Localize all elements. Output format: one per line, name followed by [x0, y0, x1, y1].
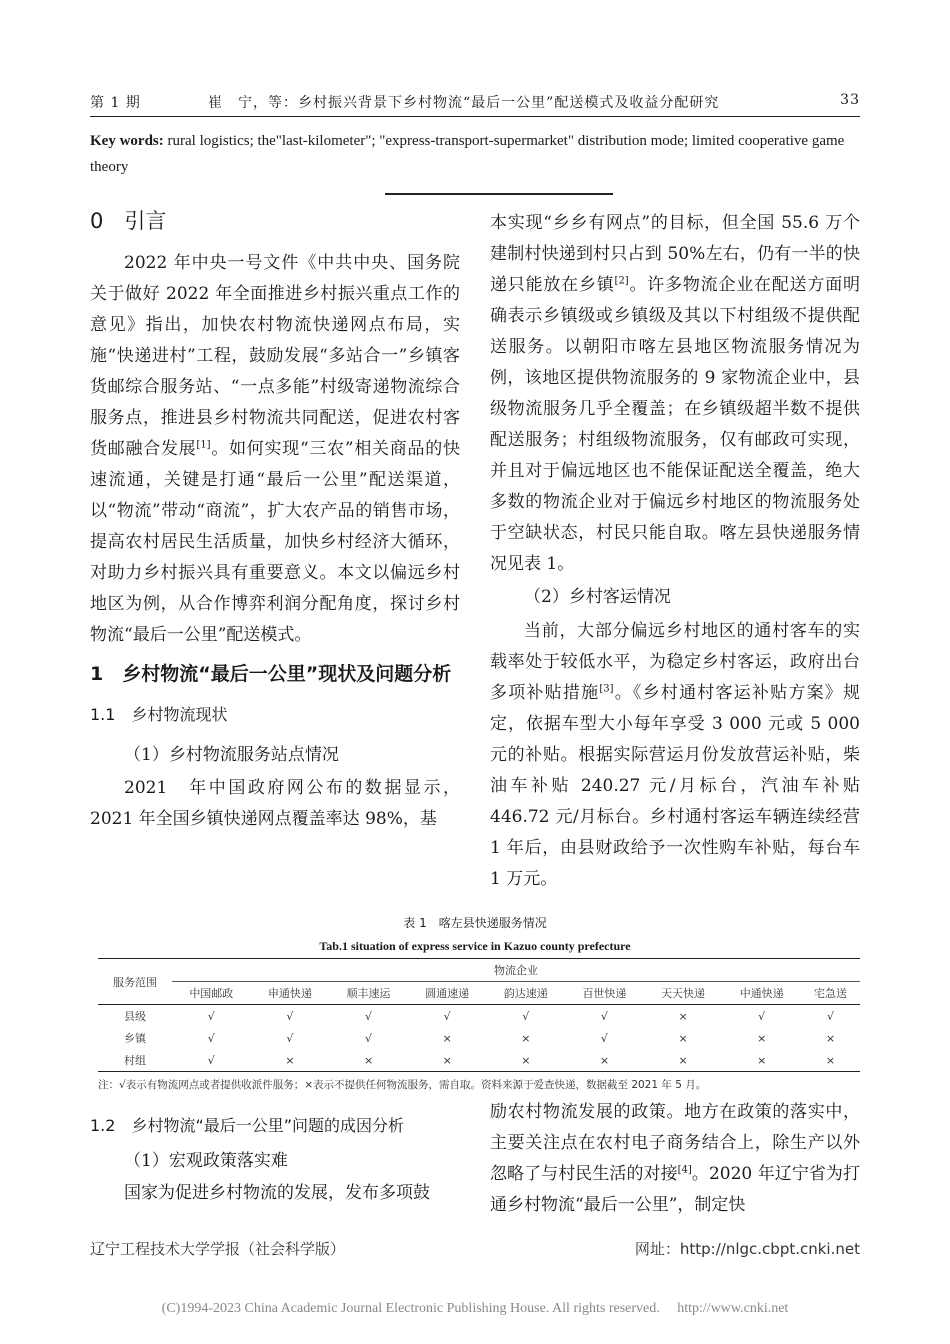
lower-right-text-cont: 。2020 年辽宁省为打通乡村物流“最后一公里”，制定快	[490, 1164, 860, 1215]
table-cell: ×	[442, 1031, 452, 1045]
table-cell: √	[172, 1049, 251, 1072]
ref-4: [4]	[677, 1164, 692, 1176]
company-header: 百世快递	[565, 982, 644, 1005]
running-title: 崔 宁，等：乡村振兴背景下乡村物流“最后一公里”配送模式及收益分配研究	[208, 95, 720, 111]
intro-text: 2022 年中央一号文件《中共中央、国务院关于做好 2022 年全面推进乡村振兴重点工作的意见》指出，加快农村物流快递网点布局，实施“快递进村”工程，鼓励发展“多站合一”乡镇客货邮综合服务站、“一点多能”村级寄递物流综合服务点，推进县乡村物流共同配送，促进农村客货邮融合发展	[90, 253, 460, 459]
left-column	[90, 206, 460, 835]
right-text-cont: 。许多物流企业在配送方面明确表示乡镇级或乡镇级及其以下村组级不提供配送服务。以朝阳市喀左县地区物流服务情况为例，该地区提供物流服务的 9 家物流企业中，县级物流服务几乎全覆盖；在乡镇级超半数不提供配送服务；村组级物流服务，仅有邮政可实现，并且对于偏远地区也不能保证配送全覆盖，绝大多数的物流企业对于偏远乡村地区的物流服务处于空缺状态，村民只能自取。喀左县快递服务情况见表 1。	[490, 275, 861, 574]
table-cell: √	[365, 1031, 373, 1045]
table-cell: √	[443, 1009, 451, 1023]
subsection-macro-title: （1）宏观政策落实难	[124, 1151, 288, 1171]
table-cell: ×	[825, 1031, 836, 1045]
section-1-1-title: 1.1 乡村物流现状	[90, 705, 228, 724]
sub2-text-cont: 。《乡村通村客运补贴方案》规定，依据车型大小每年享受 3 000 元或 5 000 元的补贴。根据实际营运月份发放营运补贴，柴油车补贴 240.27 元/月标台，汽油车补贴 446.72 元/月标台。乡村通村客运车辆连续经营 1 年后，由县财政给予一次性购车补贴，每台车 1 万元。	[490, 683, 861, 889]
section-1-title: 1 乡村物流“最后一公里”现状及问题分析	[90, 663, 452, 685]
table-cell: ×	[644, 1049, 723, 1072]
journal-website[interactable]: 网址：http://nlgc.cbpt.cnki.net	[634, 1240, 860, 1258]
ref-3: [3]	[599, 683, 614, 695]
company-header: 天天快递	[644, 982, 723, 1005]
company-header: 申通快递	[251, 982, 330, 1005]
table-cell: √	[207, 1031, 215, 1045]
journal-name: 辽宁工程技术大学学报（社会科学版）	[90, 1240, 346, 1258]
lower-right-column	[490, 1097, 860, 1221]
table-cell: √	[600, 1009, 608, 1023]
subsection-2-paragraph	[490, 616, 860, 895]
table-cell: √	[286, 1031, 294, 1045]
intro-paragraph	[90, 248, 460, 651]
table-cell: ×	[801, 1049, 860, 1072]
table-cell: ×	[329, 1049, 408, 1072]
lower-left-paragraph: 国家为促进乡村物流的发展，发布多项鼓	[124, 1183, 430, 1203]
table-cell: ×	[757, 1031, 767, 1045]
company-header-row	[98, 982, 860, 1005]
table-cell: √	[286, 1009, 294, 1023]
table-row	[98, 1049, 860, 1072]
table-row	[98, 1005, 860, 1028]
table-cell: ×	[408, 1049, 487, 1072]
right-column	[490, 208, 860, 895]
row-header-label: 服务范围	[98, 959, 172, 1005]
running-header	[90, 92, 860, 116]
table-cell: ×	[722, 1049, 801, 1072]
company-header: 宅急送	[801, 982, 860, 1005]
table-cell: ×	[251, 1049, 330, 1072]
express-service-table	[98, 958, 860, 1072]
group-label: 物流企业	[172, 959, 860, 982]
right-text: 本实现“乡乡有网点”的目标，但全国 55.6 万个建制村快递到村只占到 50%左右，仍有一半的快递只能放在乡镇	[490, 213, 860, 295]
subsection-1-title: （1）乡村物流服务站点情况	[124, 745, 339, 765]
table-cell: √	[365, 1009, 373, 1023]
table-cell: ×	[678, 1031, 688, 1045]
issue-number: 第 1 期	[90, 95, 141, 111]
separator-rule	[385, 193, 613, 195]
company-header: 韵达速递	[487, 982, 566, 1005]
lower-left-column	[90, 1111, 460, 1209]
sub2-text: 当前，大部分偏远乡村地区的通村客车的实载率处于较低水平，为稳定乡村客运，政府出台多项补贴措施	[490, 621, 860, 703]
table-cell: ×	[565, 1049, 644, 1072]
company-header: 中通快递	[722, 982, 801, 1005]
lower-right-paragraph	[490, 1097, 860, 1221]
intro-text-cont: 。如何实现“三农”相关商品的快速流通，关键是打通“最后一公里”配送渠道，以“物流”带动“商流”，扩大农产品的销售市场，提高农村居民生活质量，加快乡村经济大循环，对助力乡村振兴具有重要意义。本文以偏远乡村地区为例，从合作博弈利润分配角度，探讨乡村物流“最后一公里”配送模式。	[90, 439, 461, 645]
table-note: 注：√表示有物流网点或者提供收派件服务；×表示不提供任何物流服务，需自取。资料来源于爱查快递，数据截至 2021 年 5 月。	[98, 1079, 707, 1091]
table-cell: ×	[487, 1049, 566, 1072]
company-header: 顺丰速运	[329, 982, 408, 1005]
keywords-text: rural logistics; the"last-kilometer"; "express-transport-supermarket" distribution mode; limited cooperative game theory	[90, 133, 845, 175]
row-level: 乡镇	[124, 1032, 146, 1045]
table-caption-cn: 表 1 喀左县快递服务情况	[403, 916, 547, 930]
table-caption-en: Tab.1 situation of express service in Kazuo county prefecture	[319, 939, 631, 953]
section-0-title: 0 引言	[90, 209, 167, 233]
lower-right-text: 励农村物流发展的政策。地方在政策的落实中，主要关注点在农村电子商务结合上，除生产以外忽略了与村民生活的对接	[490, 1102, 860, 1184]
header-rule	[90, 116, 860, 117]
table-cell: √	[522, 1009, 530, 1023]
company-header: 中国邮政	[172, 982, 251, 1005]
copyright-notice: (C)1994-2023 China Academic Journal Electronic Publishing House. All rights reserved. http://www.cnki.net	[161, 1301, 789, 1316]
ref-2: [2]	[614, 275, 629, 287]
table-cell: √	[600, 1031, 608, 1045]
row-level: 县级	[124, 1010, 146, 1023]
subsection-2-title: （2）乡村客运情况	[524, 587, 671, 607]
subsection-1-paragraph: 2021 年中国政府网公布的数据显示，2021 年全国乡镇快递网点覆盖率达 98%，基	[90, 778, 460, 829]
table-row	[98, 1027, 860, 1049]
table-cell: √	[207, 1009, 215, 1023]
table-cell: ×	[521, 1031, 531, 1045]
keywords	[90, 128, 860, 180]
row-level: 村组	[98, 1049, 172, 1072]
company-header: 圆通速递	[408, 982, 487, 1005]
table-cell: ×	[678, 1009, 688, 1023]
right-paragraph	[490, 208, 860, 580]
page-number: 33	[840, 92, 860, 108]
table-cell: √	[758, 1009, 766, 1023]
keywords-label: Key words:	[90, 133, 164, 149]
ref-1: [1]	[196, 439, 211, 451]
section-1-2-title: 1.2 乡村物流“最后一公里”问题的成因分析	[90, 1116, 405, 1135]
table-cell: √	[826, 1009, 834, 1023]
